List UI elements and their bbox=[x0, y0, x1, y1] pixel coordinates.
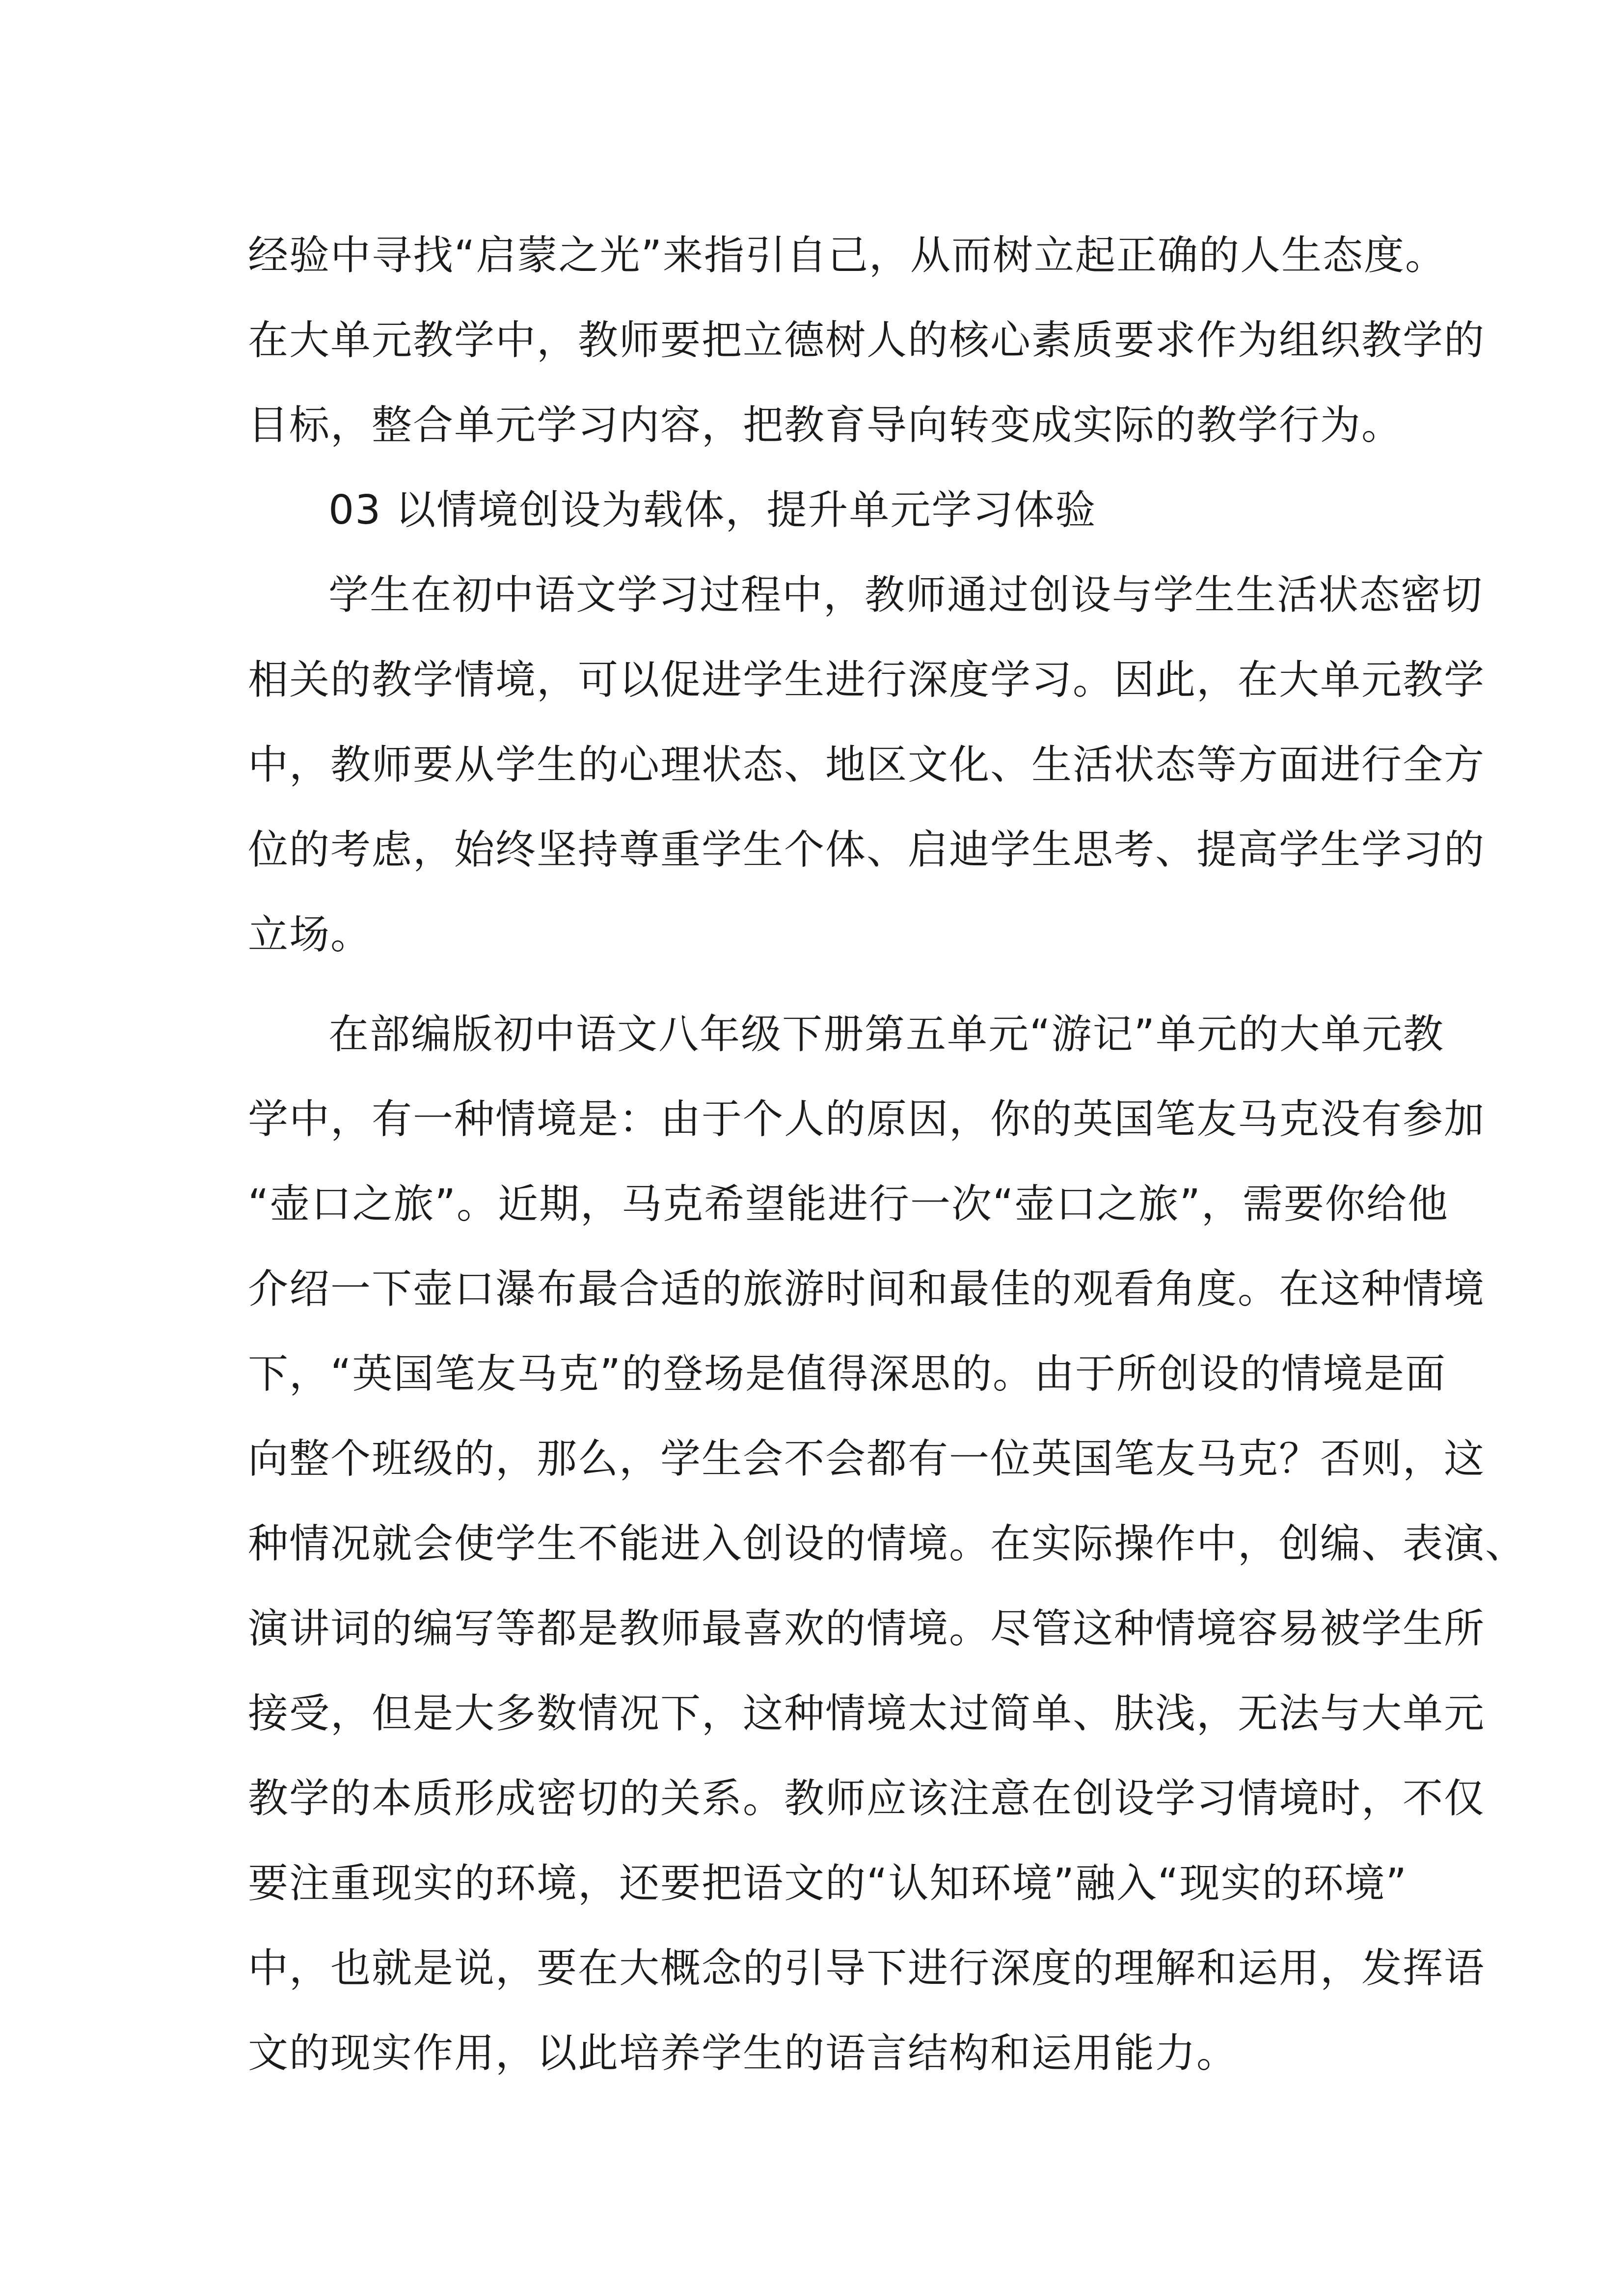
body-text bbox=[248, 213, 1527, 2096]
text-line: 在大单元教学中，教师要把立德树人的核心素质要求作为组织教学的 bbox=[248, 317, 1486, 364]
text-line: 中，也就是说，要在大概念的引导下进行深度的理解和运用，发挥语 bbox=[248, 1945, 1486, 1992]
text-line: 学中，有一种情境是：由于个人的原因，你的英国笔友马克没有参加 bbox=[248, 1096, 1486, 1143]
text-line: 经验中寻找“启蒙之光”来指引自己，从而树立起正确的人生态度。 bbox=[248, 232, 1446, 279]
text-line: 目标，整合单元学习内容，把教育导向转变成实际的教学行为。 bbox=[248, 402, 1403, 449]
paragraph bbox=[248, 553, 1486, 977]
section-heading-text: 03 以情境创设为载体，提升单元学习体验 bbox=[328, 487, 1097, 534]
paragraph bbox=[248, 992, 1527, 2096]
text-line: 教学的本质形成密切的关系。教师应该注意在创设学习情境时，不仅 bbox=[248, 1775, 1486, 1822]
text-line: 种情况就会使学生不能进入创设的情境。在实际操作中，创编、表演、 bbox=[248, 1521, 1527, 1567]
text-line: 向整个班级的，那么，学生会不会都有一位英国笔友马克？否则，这 bbox=[248, 1436, 1486, 1482]
text-line: 学生在初中语文学习过程中，教师通过创设与学生生活状态密切 bbox=[328, 572, 1484, 618]
text-line: “壶口之旅”。近期，马克希望能进行一次“壶口之旅”，需要你给他 bbox=[248, 1181, 1449, 1228]
text-line: 位的考虑，始终坚持尊重学生个体、启迪学生思考、提高学生学习的 bbox=[248, 827, 1486, 873]
text-line: 演讲词的编写等都是教师最喜欢的情境。尽管这种情境容易被学生所 bbox=[248, 1605, 1486, 1652]
text-line: 中，教师要从学生的心理状态、地区文化、生活状态等方面进行全方 bbox=[248, 742, 1486, 788]
paragraph-spacer bbox=[248, 977, 1397, 992]
text-line: 立场。 bbox=[248, 911, 372, 958]
text-line: 相关的教学情境，可以促进学生进行深度学习。因此，在大单元教学 bbox=[248, 657, 1486, 703]
section-heading bbox=[248, 468, 1397, 553]
text-line: 介绍一下壶口瀑布最合适的旅游时间和最佳的观看角度。在这种情境 bbox=[248, 1266, 1486, 1312]
text-line: 接受，但是大多数情况下，这种情境太过简单、肤浅，无法与大单元 bbox=[248, 1690, 1486, 1737]
text-line: 下，“英国笔友马克”的登场是值得深思的。由于所创设的情境是面 bbox=[248, 1351, 1446, 1397]
text-line: 在部编版初中语文八年级下册第五单元“游记”单元的大单元教 bbox=[328, 1011, 1444, 1058]
paragraph bbox=[248, 213, 1486, 468]
text-line: 要注重现实的环境，还要把语文的“认知环境”融入“现实的环境” bbox=[248, 1860, 1407, 1907]
text-line: 文的现实作用，以此培养学生的语言结构和运用能力。 bbox=[248, 2030, 1238, 2077]
